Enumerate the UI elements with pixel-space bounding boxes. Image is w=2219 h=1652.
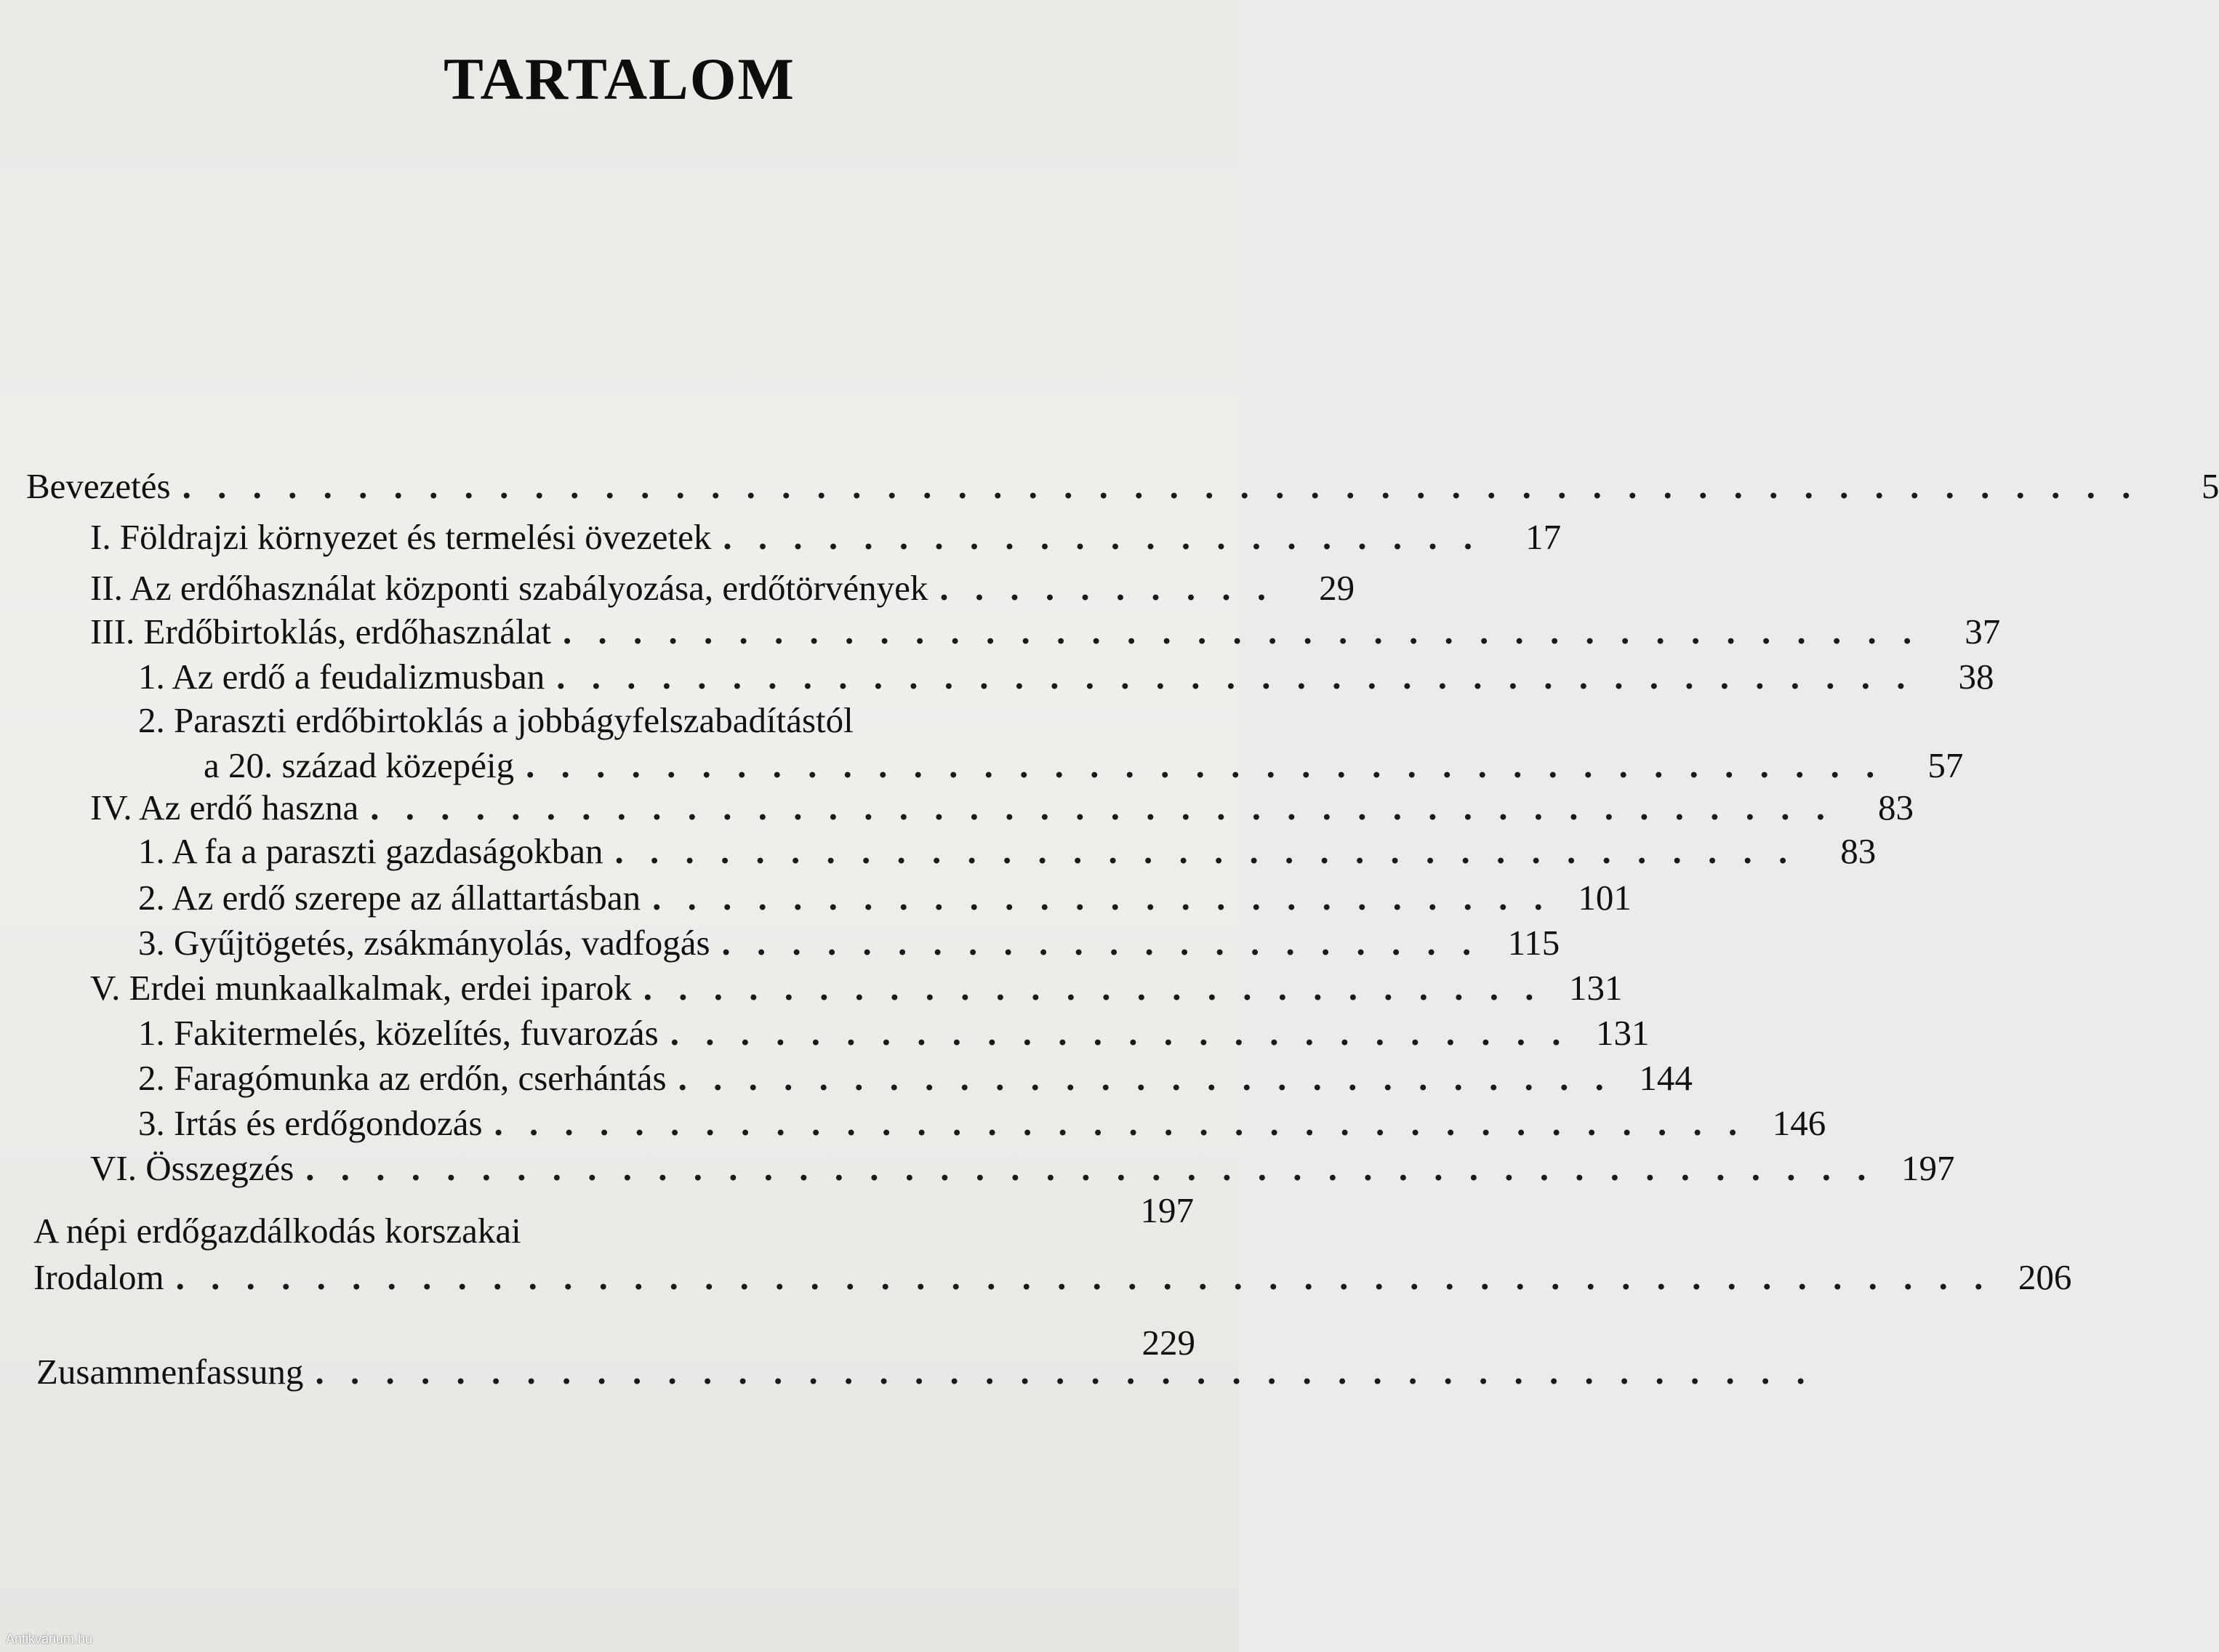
leader-dots: . . . . . . . . . . . . . . . . . . . . . . . . . . . . . . . . . . . . . . . . . . . [315,1352,1814,1392]
toc-page-number: 83 [1840,831,1877,871]
toc-page-number: 144 [1639,1058,1693,1098]
toc-entry-label: 1. A fa a paraszti gazdaságokban [138,831,603,871]
toc-entry-section-5-1 [138,1008,1650,1059]
leader-dots: . . . . . . . . . . . . . . . . . . . . . . . . . . . . . . . . . . . . . . . . . . . . . [305,1148,1875,1188]
toc-page-number-standalone: 197 [1140,1190,1194,1230]
toc-entry-section-3-2 [138,695,1195,746]
toc-entry-label: V. Erdei munkaalkalmak, erdei iparok [90,968,632,1008]
toc-page-number: 131 [1595,1013,1650,1053]
toc-page-number: 57 [1927,745,1964,785]
toc-entry-label: 3. Irtás és erdőgondozás [138,1103,483,1143]
leader-dots: . . . . . . . . . . . . . . . . . . . . . . [723,517,1482,557]
toc-entry-label: A népi erdőgazdálkodás korszakai [33,1211,521,1251]
leader-dots: . . . . . . . . . . . . . . . . . . . . . . [721,923,1480,963]
toc-entry-label: II. Az erdőhasználat központi szabályozása, erdőtörvények [90,568,928,608]
toc-entry-section-4-2 [138,873,1632,923]
toc-page-number: 146 [1772,1103,1826,1143]
leader-dots: . . . . . . . . . . . . . . . . . . . . . . . . . . [643,968,1543,1008]
toc-entry-label: 2. Paraszti erdőbirtoklás a jobbágyfelszabadítástól [138,700,854,740]
toc-entry-section-4-3 [138,918,1560,969]
leader-dots: . . . . . . . . . . . . . . . . . . . . . . . . . . . . . . . . . . . . . . . . . . . . . . . . . . . . . . . . [182,466,2140,506]
toc-entry-label: 1. Az erdő a feudalizmusban [138,657,545,697]
toc-page-number: 29 [1319,568,1355,608]
toc-page-number: 5 [2201,466,2219,506]
leader-dots: . . . . . . . . . . . . . . . . . . . . . . . . . . [652,878,1552,918]
toc-entry-chapter-5 [90,963,1623,1014]
toc-entry-label: Irodalom [33,1257,164,1297]
toc-entry-label: a 20. század közepéig [204,745,515,785]
toc-entry-label: 2. Faragómunka az erdőn, cserhántás [138,1058,667,1098]
toc-page-number: 206 [2018,1257,2072,1297]
toc-entry-label: 2. Az erdő szerepe az állattartásban [138,878,641,918]
toc-page-number: 83 [1877,787,1914,827]
toc-entry-section-5-3 [138,1098,1826,1149]
toc-entry-chapter-1 [90,512,1562,563]
toc-page-number: 131 [1569,968,1623,1008]
toc-entry-label: VI. Összegzés [90,1148,294,1188]
toc-entry-label: 3. Gyűjtögetés, zsákmányolás, vadfogás [138,923,710,963]
toc-entry-chapter-3 [90,606,2001,657]
leader-dots: . . . . . . . . . . . . . . . . . . . . . . . . . . . . . . . . . . . . . . . . . . . . . . . . . . . . [175,1257,1992,1297]
page-title: TARTALOM [444,46,795,112]
toc-entry-korszakai [33,1206,1066,1256]
leader-dots: . . . . . . . . . . . . . . . . . . . . . . . . . . . . . . . . . . . . . . . [556,657,1914,697]
leader-dots: . . . . . . . . . . . . . . . . . . . . . . . . . . . . . . . . . . . . . . . [563,612,1921,651]
toc-entry-zusammenfassung [36,1347,1814,1398]
leader-dots: . . . . . . . . . . . . . . . . . . . . . . . . . . . . . . . . . . [614,831,1797,871]
toc-entry-label: III. Erdőbirtoklás, erdőhasználat [90,612,552,651]
leader-dots: . . . . . . . . . . . . . . . . . . . . . . . . . . . . . . . . . . . . [494,1103,1746,1143]
toc-entry-section-4-1 [138,826,1877,877]
toc-page-number: 197 [1901,1148,1955,1188]
leader-dots: . . . . . . . . . . . . . . . . . . . . . . . . . . . . . . . . . . . . . . . [526,745,1884,785]
leader-dots: . . . . . . . . . . [939,568,1275,608]
toc-page-number: 115 [1507,923,1560,963]
toc-entry-chapter-6 [90,1143,1955,1194]
toc-page-number: 38 [1958,657,1994,697]
toc-entry-irodalom [33,1252,2072,1303]
toc-page-number: 101 [1578,878,1632,918]
leader-dots: . . . . . . . . . . . . . . . . . . . . . . . . . . [670,1013,1570,1053]
toc-entry-label: I. Földrajzi környezet és termelési övezetek [90,517,712,557]
toc-entry-label: 1. Fakitermelés, közelítés, fuvarozás [138,1013,659,1053]
toc-entry-label: Zusammenfassung [36,1352,304,1392]
toc-entry-bevezetes [26,461,2219,512]
toc-page-number: 37 [1965,612,2001,651]
toc-page-number: 17 [1525,517,1562,557]
toc-entry-section-5-2 [138,1053,1693,1104]
leader-dots: . . . . . . . . . . . . . . . . . . . . . . . . . . . . . . . . . . . . . . . . . . [370,787,1834,827]
toc-page-number-standalone: 229 [1141,1323,1195,1363]
watermark: Antikvárium.hu [6,1632,93,1646]
toc-entry-label: Bevezetés [26,466,171,506]
toc-entry-label: IV. Az erdő haszna [90,787,359,827]
leader-dots: . . . . . . . . . . . . . . . . . . . . . . . . . . . [678,1058,1613,1098]
